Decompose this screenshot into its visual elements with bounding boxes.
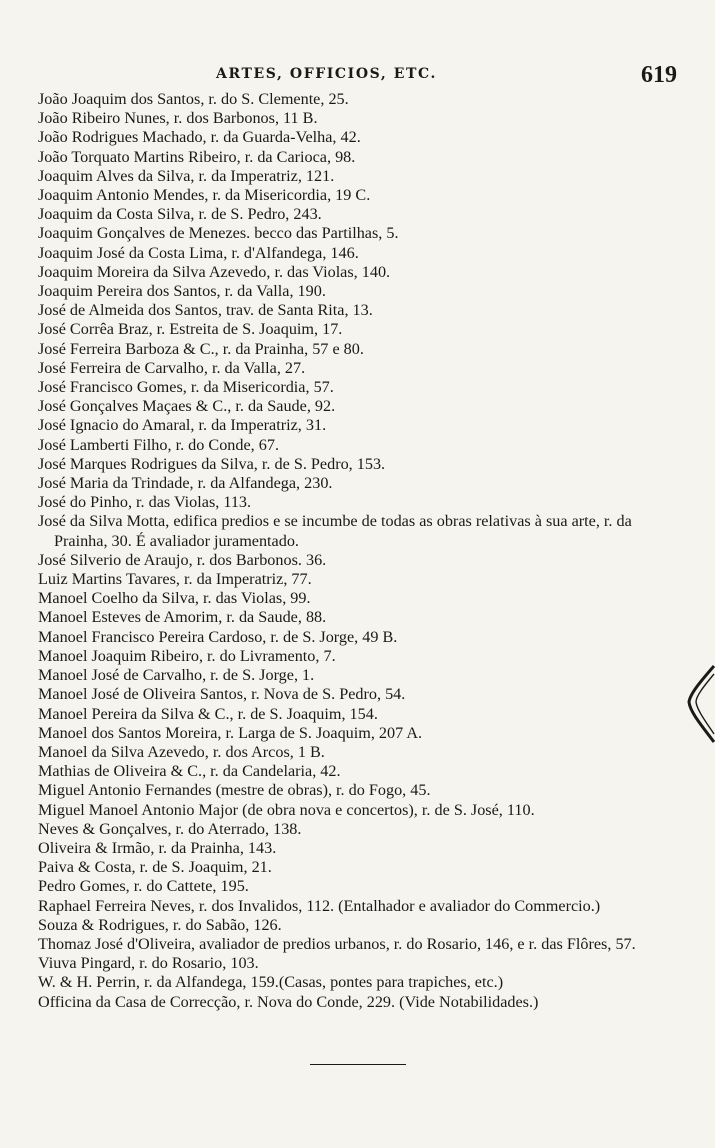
- directory-entry: Thomaz José d'Oliveira, avaliador de predios urbanos, r. do Rosario, 146, e r. das Flôres, 57.: [38, 934, 636, 953]
- directory-entry: Miguel Antonio Fernandes (mestre de obras), r. do Fogo, 45.: [38, 781, 431, 800]
- running-title: ARTES, OFFICIOS, ETC.: [216, 66, 438, 82]
- directory-entry: Manoel Coelho da Silva, r. das Violas, 99.: [38, 589, 311, 608]
- directory-entry: Manoel Pereira da Silva & C., r. de S. Joaquim, 154.: [38, 704, 378, 723]
- directory-entry: Paiva & Costa, r. de S. Joaquim, 21.: [38, 858, 272, 877]
- directory-entry: José Marques Rodrigues da Silva, r. de S. Pedro, 153.: [38, 454, 386, 473]
- margin-bracket-mark: [684, 664, 715, 744]
- directory-entry: Raphael Ferreira Neves, r. dos Invalidos, 112. (Entalhador e avaliador do Commercio.): [38, 896, 601, 915]
- directory-entry: José Corrêa Braz, r. Estreita de S. Joaquim, 17.: [38, 320, 343, 339]
- directory-entry: Joaquim Pereira dos Santos, r. da Valla, 190.: [38, 282, 326, 301]
- directory-entry: Pedro Gomes, r. do Cattete, 195.: [38, 877, 249, 896]
- directory-entry: João Joaquim dos Santos, r. do S. Clemente, 25.: [38, 90, 349, 108]
- directory-entry: Manoel José de Oliveira Santos, r. Nova de S. Pedro, 54.: [38, 685, 406, 704]
- directory-entry: José da Silva Motta, edifica predios e se incumbe de todas as obras relativas à sua arte, r. da Prainha, 30. É avaliador juramentado.: [38, 512, 632, 550]
- directory-entry: Joaquim da Costa Silva, r. de S. Pedro, 243.: [38, 205, 322, 224]
- directory-entry: José de Almeida dos Santos, trav. de Santa Rita, 13.: [38, 301, 373, 320]
- directory-entry: Manoel Joaquim Ribeiro, r. do Livramento, 7.: [38, 646, 336, 665]
- directory-list: [38, 90, 678, 1012]
- directory-entry: Luiz Martins Tavares, r. da Imperatriz, 77.: [38, 570, 312, 589]
- directory-entry: Manoel da Silva Azevedo, r. dos Arcos, 1 B.: [38, 742, 325, 761]
- directory-entry: João Ribeiro Nunes, r. dos Barbonos, 11 B.: [38, 109, 318, 128]
- directory-entry: Manoel Esteves de Amorim, r. da Saude, 88.: [38, 608, 327, 627]
- directory-entry: Souza & Rodrigues, r. do Sabão, 126.: [38, 915, 282, 934]
- directory-entry: José Silverio de Araujo, r. dos Barbonos. 36.: [38, 550, 327, 569]
- directory-entry: José Ignacio do Amaral, r. da Imperatriz, 31.: [38, 416, 327, 435]
- directory-entry: Manoel dos Santos Moreira, r. Larga de S. Joaquim, 207 A.: [38, 723, 423, 742]
- footer-rule: [310, 1064, 406, 1065]
- directory-entry: João Torquato Martins Ribeiro, r. da Carioca, 98.: [38, 147, 356, 166]
- directory-entry: W. & H. Perrin, r. da Alfandega, 159.(Casas, pontes para trapiches, etc.): [38, 973, 504, 992]
- directory-entry: José Francisco Gomes, r. da Misericordia, 57.: [38, 378, 334, 397]
- directory-entry: Officina da Casa de Correcção, r. Nova do Conde, 229. (Vide Notabilidades.): [38, 992, 539, 1011]
- directory-entry: José do Pinho, r. das Violas, 113.: [38, 493, 252, 512]
- directory-entry: João Rodrigues Machado, r. da Guarda-Velha, 42.: [38, 128, 361, 147]
- directory-entry: José Ferreira de Carvalho, r. da Valla, 27.: [38, 358, 306, 377]
- directory-entry: José Maria da Trindade, r. da Alfandega, 230.: [38, 474, 333, 493]
- directory-entry: Joaquim Moreira da Silva Azevedo, r. das Violas, 140.: [38, 262, 391, 281]
- directory-entry: Viuva Pingard, r. do Rosario, 103.: [38, 954, 259, 973]
- directory-entry: Mathias de Oliveira & C., r. da Candelaria, 42.: [38, 762, 341, 781]
- directory-entry: José Lamberti Filho, r. do Conde, 67.: [38, 435, 279, 454]
- directory-entry: Neves & Gonçalves, r. do Aterrado, 138.: [38, 819, 302, 838]
- directory-entry: Joaquim Alves da Silva, r. da Imperatriz, 121.: [38, 166, 335, 185]
- directory-entry: Joaquim Gonçalves de Menezes. becco das Partilhas, 5.: [38, 224, 399, 243]
- page-number: 619: [641, 62, 677, 88]
- directory-entry: José Ferreira Barboza & C., r. da Prainha, 57 e 80.: [38, 339, 364, 358]
- directory-entry: José Gonçalves Maçaes & C., r. da Saude, 92.: [38, 397, 336, 416]
- directory-entry: Manoel José de Carvalho, r. de S. Jorge, 1.: [38, 666, 315, 685]
- directory-entry: Manoel Francisco Pereira Cardoso, r. de S. Jorge, 49 B.: [38, 627, 398, 646]
- directory-entry: Miguel Manoel Antonio Major (de obra nova e concertos), r. de S. José, 110.: [38, 800, 535, 819]
- directory-entry: Oliveira & Irmão, r. da Prainha, 143.: [38, 838, 277, 857]
- directory-entry: Joaquim José da Costa Lima, r. d'Alfandega, 146.: [38, 243, 359, 262]
- page-header: [0, 62, 715, 92]
- directory-entry: Joaquim Antonio Mendes, r. da Misericordia, 19 C.: [38, 186, 371, 205]
